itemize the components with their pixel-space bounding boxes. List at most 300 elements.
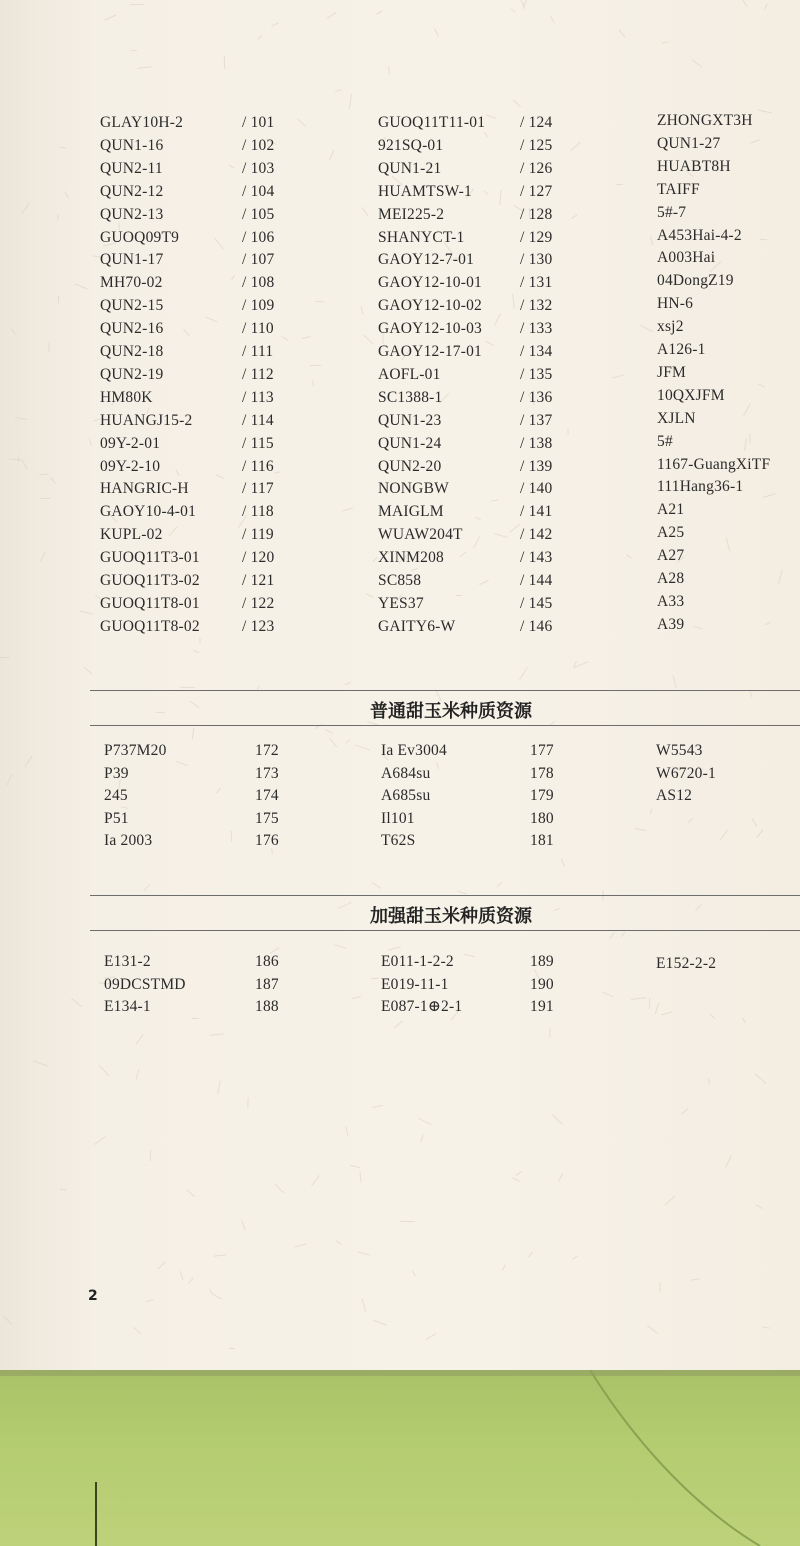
paper-fiber [146,1299,154,1302]
paper-fiber [99,1065,109,1076]
entry-col3-name: A21 [657,501,685,519]
paper-fiber [758,383,765,387]
paper-fiber [302,336,311,339]
entry-col2-page: / 127 [520,182,553,200]
entry-col2-page: / 141 [520,503,553,521]
paper-fiber [6,773,12,785]
entry-col3-name: 04DongZ19 [657,272,734,290]
entry-common-col1-name: P737M20 [104,742,167,759]
paper-fiber [137,66,152,69]
paper-fiber [133,1327,141,1334]
entry-col1-page: / 119 [242,526,274,544]
entry-common-col3-name: W5543 [656,742,703,759]
entry-col2-page: / 129 [520,228,553,246]
cover-curve-decoration [0,1370,800,1546]
entry-col2-name: GAOY12-17-01 [378,343,482,360]
paper-fiber [9,459,21,461]
paper-fiber [755,1073,767,1084]
paper-fiber [84,667,92,674]
entry-col1-page: / 122 [242,594,275,612]
entry-col1-name: GUOQ09T9 [100,228,180,246]
entry-col3-name: A39 [657,615,685,633]
paper-fiber [647,1325,658,1334]
paper-fiber [337,902,351,909]
entry-col1-name: KUPL-02 [100,526,163,544]
paper-fiber [48,341,50,351]
paper-fiber [362,1299,367,1313]
entry-col1-name: QUN1-17 [100,251,164,269]
paper-fiber [327,12,337,19]
entry-col1-name: GUOQ11T3-01 [100,549,200,567]
entry-common-col1-page: 174 [255,787,279,805]
paper-fiber [631,997,646,1000]
paper-fiber [346,1126,349,1136]
paper-fiber [190,701,199,709]
paper-fiber [483,190,488,194]
paper-fiber [40,498,50,499]
paper-fiber [457,891,467,895]
entry-col3-name: A27 [657,547,685,565]
entry-col2-name: QUN1-23 [378,411,442,429]
paper-fiber [104,14,116,20]
paper-fiber [271,22,279,26]
paper-fiber [335,89,342,92]
paper-fiber [80,611,93,615]
paper-fiber [275,1183,285,1193]
paper-fiber [364,335,374,345]
paper-fiber [144,884,150,891]
entry-enhanced-col1-page: 187 [255,975,279,993]
paper-fiber [334,944,347,948]
paper-fiber [743,403,751,416]
section-heading-common-sweet-corn: 普通甜玉米种质资源 [370,701,532,722]
entry-enhanced-col2-page: 191 [530,998,554,1016]
entry-common-col1-name: P51 [104,809,129,827]
entry-col1-name: GUOQ11T3-02 [100,572,200,589]
entry-col2-name: 921SQ-01 [378,136,444,154]
entry-common-col1-page: 176 [255,832,279,850]
paper-fiber [549,1027,550,1037]
paper-fiber [692,59,702,67]
entry-col2-page: / 131 [520,274,553,292]
paper-fiber [394,1020,403,1028]
entry-col2-page: / 143 [520,549,553,567]
entry-common-col3-name: W6720-1 [656,764,716,782]
entry-col1-name: HUANGJ15-2 [100,411,193,429]
entry-col2-name: WUAW204T [378,526,463,544]
entry-col2-name: NONGBW [378,480,449,498]
paper-fiber [199,637,200,643]
entry-col2-name: MAIGLM [378,503,444,521]
entry-col3-name: A453Hai-4-2 [657,226,742,244]
section-rule-bottom [90,725,800,726]
paper-fiber [192,727,194,739]
paper-fiber [681,1108,689,1114]
paper-fiber [169,527,178,537]
paper-fiber [655,1003,659,1015]
paper-fiber [350,1165,360,1169]
paper-fiber [372,557,377,562]
entry-common-col1-page: 173 [255,764,279,782]
entry-enhanced-col2-name: E011-1-2-2 [381,953,454,970]
paper-fiber [778,569,783,584]
entry-common-col2-name: T62S [381,832,416,850]
paper-fiber [325,729,333,733]
entry-col1-name: QUN2-19 [100,365,164,383]
paper-fiber [176,761,188,766]
paper-fiber [281,336,288,341]
paper-fiber [619,29,626,37]
paper-fiber [345,739,350,744]
paper-fiber [180,1271,184,1280]
paper-fiber [345,682,351,685]
entry-enhanced-col3-name: E152-2-2 [656,955,717,972]
entry-col2-name: QUN1-24 [378,434,442,452]
paper-fiber [215,474,223,479]
paper-fiber [662,41,668,43]
paper-fiber [760,239,767,240]
paper-fiber [411,568,418,571]
entry-col3-name: 5#-7 [657,203,687,221]
entry-col3-name: 111Hang36-1 [657,478,744,496]
entry-col2-page: / 136 [520,388,553,406]
paper-fiber [50,477,56,484]
entry-common-col2-page: 181 [530,832,554,850]
entry-col2-page: / 140 [520,480,553,498]
paper-fiber [763,493,776,498]
entry-col1-page: / 114 [242,411,274,429]
entry-col2-page: / 134 [520,343,553,360]
paper-fiber [484,132,488,137]
entry-col2-name: SC1388-1 [378,388,443,406]
paper-fiber [635,828,646,831]
entry-enhanced-col2-page: 189 [530,953,554,970]
paper-fiber [688,818,694,824]
entry-col2-name: QUN2-20 [378,457,442,475]
entry-col1-name: QUN2-11 [100,159,163,177]
paper-fiber [708,1078,710,1084]
paper-fiber [602,992,613,998]
entry-col1-name: MH70-02 [100,274,163,292]
paper-fiber [274,471,280,473]
paper-fiber [121,806,128,808]
entry-col2-name: MEI225-2 [378,205,445,223]
paper-fiber [755,1204,762,1209]
paper-fiber [21,459,27,469]
paper-fiber [315,301,324,303]
entry-col1-name: GAOY10-4-01 [100,503,197,521]
paper-fiber [494,533,508,538]
entry-common-col1-name: P39 [104,764,129,782]
paper-fiber [464,954,475,957]
paper-fiber [212,1293,221,1299]
entry-col1-page: / 109 [242,297,275,315]
entry-col3-name: QUN1-27 [657,134,721,152]
page-number: 2 [88,1288,98,1304]
paper-fiber [660,1283,661,1293]
entry-col3-name: A28 [657,570,685,587]
paper-fiber [40,551,46,562]
paper-fiber [558,1173,563,1181]
paper-fiber [661,1012,672,1016]
entry-col2-name: SC858 [378,572,422,589]
paper-fiber [749,433,750,443]
paper-fiber [672,675,676,688]
paper-fiber [329,150,335,160]
paper-fiber [365,593,374,598]
entry-common-col1-page: 175 [255,809,279,827]
entry-col1-name: QUN1-16 [100,136,164,154]
paper-fiber [24,756,32,767]
paper-fiber [572,1256,578,1260]
entry-col1-page: / 103 [242,159,275,177]
entry-col2-page: / 126 [520,159,553,177]
paper-fiber [59,146,66,148]
entry-col1-name: HANGRIC-H [100,480,189,498]
paper-fiber [420,1135,423,1143]
entry-enhanced-col1-page: 188 [255,998,279,1016]
paper-fiber [241,1220,246,1231]
paper-fiber [512,294,515,309]
paper-fiber [764,4,767,10]
paper-fiber [571,214,577,219]
entry-col3-name: ZHONGXT3H [657,112,753,129]
paper-fiber [496,882,502,887]
paper-fiber [183,329,190,336]
entry-col1-page: / 102 [242,136,275,154]
paper-fiber [294,1243,307,1247]
paper-fiber [695,904,702,911]
paper-fiber [552,1114,563,1125]
paper-fiber [519,667,528,680]
paper-fiber [214,1254,226,1256]
entry-col2-page: / 146 [520,617,553,635]
paper-fiber [756,829,763,837]
entry-col1-page: / 115 [242,434,274,452]
entry-col1-name: GUOQ11T8-02 [100,617,200,635]
paper-fiber [21,203,29,214]
paper-fiber [479,580,488,585]
entry-col3-name: A33 [657,592,685,610]
section-heading-enhanced-sweet-corn: 加强甜玉米种质资源 [370,906,532,927]
paper-fiber [650,809,653,815]
entry-col1-name: 09Y-2-10 [100,457,161,475]
entry-common-col3-name: AS12 [656,787,693,805]
paper-fiber [342,507,353,511]
entry-col3-name: TAIFF [657,180,700,198]
entry-common-col2-name: Il101 [381,809,415,827]
paper-fiber [205,317,217,323]
paper-fiber [502,1265,505,1271]
paper-fiber [762,1326,770,1328]
paper-fiber [188,1277,194,1284]
entry-col3-name: XJLN [657,409,696,427]
paper-fiber [60,1188,66,1190]
entry-col3-name: A25 [657,524,685,542]
paper-fiber [765,622,771,626]
entry-col2-name: YES37 [378,594,424,612]
paper-fiber [156,712,165,713]
paper-fiber [499,190,501,205]
paper-fiber [231,275,235,281]
entry-col2-name: GAOY12-10-03 [378,320,482,338]
entry-col2-page: / 128 [520,205,553,223]
paper-fiber [691,1278,700,1281]
paper-fiber [89,439,92,446]
paper-fiber [426,1333,437,1340]
paper-fiber [491,499,499,501]
paper-fiber [355,745,370,751]
paper-fiber [412,1271,416,1277]
paper-fiber [75,283,87,289]
paper-fiber [247,1097,248,1107]
paper-fiber [210,1033,224,1035]
paper-fiber [311,1175,320,1186]
entry-col3-name: HN-6 [657,295,694,313]
paper-fiber [550,16,555,22]
entry-col1-page: / 108 [242,274,275,292]
entry-common-col2-name: A685su [381,787,431,805]
entry-col2-name: GAITY6-W [378,617,456,635]
paper-fiber [361,306,364,314]
entry-col2-page: / 145 [520,594,553,612]
entry-col1-page: / 104 [242,182,275,200]
entry-enhanced-col1-name: E134-1 [104,998,151,1016]
entry-enhanced-col1-name: 09DCSTMD [104,975,186,993]
entry-col1-page: / 118 [242,503,274,521]
paper-fiber [349,94,352,109]
paper-fiber [228,164,234,169]
entry-col2-name: AOFL-01 [378,365,441,383]
paper-fiber [329,738,337,748]
paper-fiber [621,932,626,937]
paper-fiber [750,139,760,143]
entry-col3-name: A126-1 [657,341,706,358]
paper-fiber [719,830,728,841]
paper-fiber [71,998,82,1007]
entry-col3-name: 1167-GuangXiTF [657,455,771,473]
paper-fiber [0,657,10,658]
entry-enhanced-col1-name: E131-2 [104,953,151,970]
entry-col3-name: JFM [657,363,687,381]
entry-col3-name: A003Hai [657,249,716,267]
paper-fiber [456,595,462,596]
entry-col1-page: / 123 [242,617,275,635]
entry-col1-name: QUN2-15 [100,297,164,315]
entry-enhanced-col2-name: E019-11-1 [381,975,449,993]
paper-fiber [494,314,501,326]
paper-fiber [224,56,225,69]
paper-fiber [616,184,623,185]
entry-enhanced-col2-page: 190 [530,975,554,993]
entry-col2-name: SHANYCT-1 [378,228,465,246]
entry-col2-name: GAOY12-7-01 [378,251,475,269]
entry-col1-page: / 111 [242,343,274,360]
entry-col2-name: GAOY12-10-02 [378,297,482,315]
entry-col3-name: xsj2 [657,318,684,336]
entry-col1-name: QUN2-18 [100,343,164,360]
entry-col1-page: / 116 [242,457,274,475]
entry-col1-page: / 112 [242,365,274,383]
entry-col1-page: / 110 [242,320,274,338]
paper-fiber [58,296,59,303]
entry-col1-page: / 117 [242,480,274,498]
entry-col2-name: GAOY12-10-01 [378,274,482,292]
paper-fiber [3,1316,12,1325]
entry-enhanced-col1-page: 186 [255,953,279,970]
paper-fiber [515,1171,522,1176]
paper-fiber [376,10,383,14]
paper-fiber [758,110,772,114]
entry-col2-page: / 139 [520,457,553,475]
paper-fiber [513,100,521,107]
paper-fiber [57,214,60,220]
entry-common-col1-page: 172 [255,742,279,759]
paper-fiber [434,28,439,37]
entry-col1-page: / 121 [242,572,275,589]
paper-fiber [131,50,137,51]
section-rule-bottom [90,930,800,931]
paper-fiber [693,626,702,629]
entry-col2-page: / 125 [520,136,553,154]
paper-fiber [372,882,382,889]
entry-col2-page: / 138 [520,434,553,452]
paper-fiber [726,538,731,552]
paper-fiber [136,1069,140,1080]
entry-col2-name: XINM208 [378,549,444,567]
paper-fiber [157,1261,166,1269]
entry-col2-name: HUAMTSW-1 [378,182,472,200]
entry-col3-name: 5# [657,432,673,450]
paper-fiber [214,238,224,249]
entry-col2-name: GUOQ11T11-01 [378,114,486,131]
paper-fiber [33,1060,47,1066]
paper-fiber [371,978,379,979]
paper-fiber [358,1252,370,1256]
entry-col1-name: GLAY10H-2 [100,114,184,131]
paper-fiber [180,687,195,689]
entry-col3-name: 10QXJFM [657,386,725,404]
paper-fiber [193,650,199,653]
entry-col1-page: / 113 [242,388,274,406]
paper-fiber [175,469,179,476]
paper-fiber [742,0,748,7]
paper-fiber [388,946,401,951]
entry-col2-page: / 137 [520,411,553,429]
paper-fiber [372,1319,386,1325]
paper-fiber [436,762,439,769]
entry-col1-name: GUOQ11T8-01 [100,594,200,612]
paper-fiber [744,438,747,451]
paper-fiber [649,998,651,1009]
entry-col2-name: QUN1-21 [378,159,442,177]
entry-col3-name: HUABT8H [657,157,731,175]
paper-fiber [512,1177,520,1181]
paper-fiber [486,114,496,118]
entry-col1-name: QUN2-13 [100,205,164,223]
paper-fiber [297,118,306,126]
paper-fiber [229,1348,235,1349]
entry-common-col2-name: Ia Ev3004 [381,742,447,759]
entry-common-col2-page: 177 [530,742,554,759]
paper-fiber [509,524,520,533]
paper-fiber [742,1018,746,1024]
entry-col2-page: / 135 [520,365,553,383]
paper-fiber [752,818,757,826]
entry-col1-name: 09Y-2-01 [100,434,161,452]
paper-fiber [640,325,654,333]
entry-col2-page: / 124 [520,114,553,131]
